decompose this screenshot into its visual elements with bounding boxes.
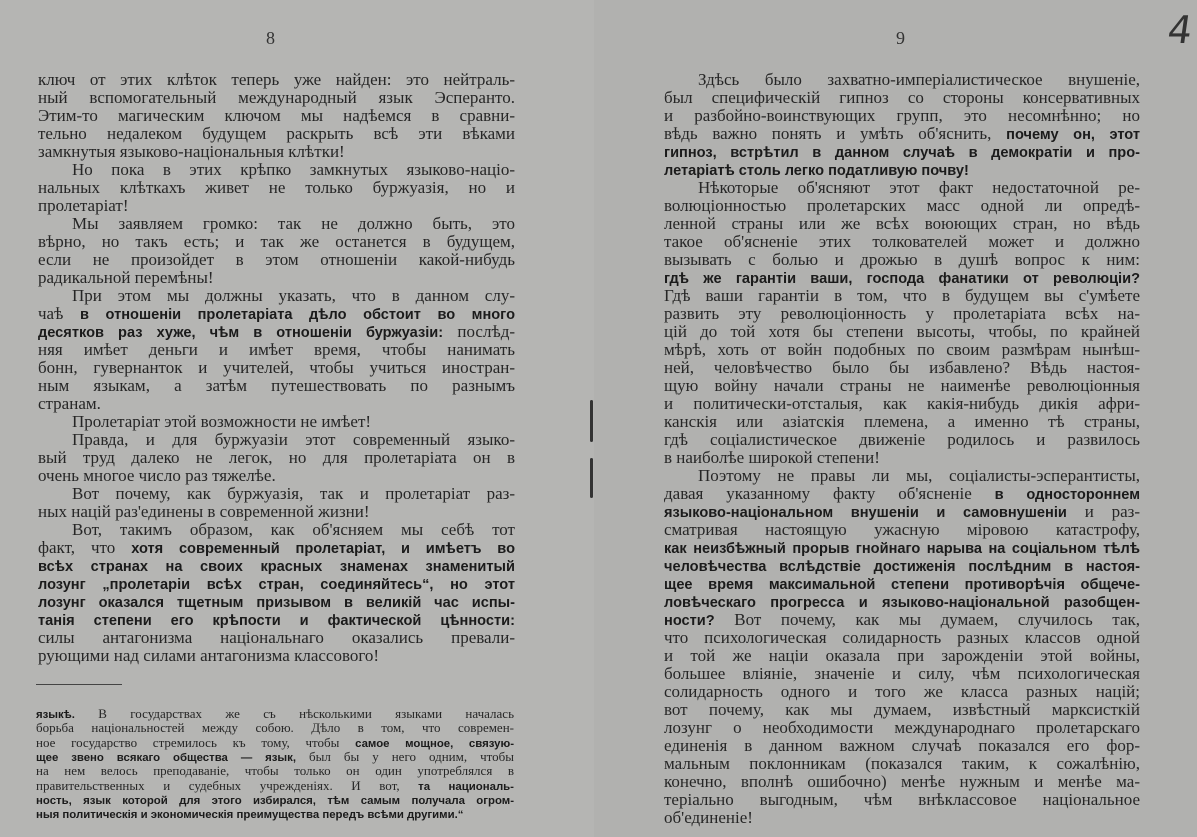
text-line xyxy=(664,755,1140,773)
text-line xyxy=(664,683,1140,701)
text-segment: давая указанному факту об'ясненіе xyxy=(664,484,995,503)
text-line xyxy=(38,593,515,611)
text-segment: ней, человѣчество было бы избавлено? Вѣдь настоя- xyxy=(664,358,1140,377)
text-segment: ключ от этих клѣток теперь уже найден: это нейтраль- xyxy=(38,70,515,89)
text-segment: Вот почему, как мы думаем, случилось так, xyxy=(714,610,1140,629)
text-line xyxy=(664,233,1140,251)
text-line xyxy=(664,89,1140,107)
text-line xyxy=(38,215,515,233)
text-line xyxy=(38,503,515,521)
text-line xyxy=(664,107,1140,125)
bold-text-segment: хотя современный пролетаріат, и имѣетъ во xyxy=(131,541,515,557)
text-segment: Вот почему, как буржуазія, так и пролетаріат раз- xyxy=(72,484,515,503)
text-line xyxy=(36,750,514,764)
text-line xyxy=(36,764,514,778)
text-line xyxy=(38,161,515,179)
text-line xyxy=(38,143,515,161)
handwritten-page-mark: 4 xyxy=(1164,8,1196,52)
text-line xyxy=(664,647,1140,665)
text-line xyxy=(664,791,1140,809)
bold-text-segment: летаріатѣ столь легко податливую почву! xyxy=(664,163,969,179)
text-segment: волюціонностью пролетарских масс одной ли опредѣ- xyxy=(664,196,1140,215)
text-segment: В государствах же съ нѣсколькими языками началась xyxy=(74,706,514,721)
text-line xyxy=(38,107,515,125)
text-segment: теріально выгодным, чѣм внѣклассовое національное xyxy=(664,790,1140,809)
bold-text-segment: языково-національном внушеніи и самовнушеніи xyxy=(664,505,1067,521)
text-line xyxy=(38,179,515,197)
text-segment: вѣдь важно понять и умѣть об'яснить, xyxy=(664,124,1007,143)
text-segment: вызывать с болью и дрожью в душѣ вопрос к ним: xyxy=(664,250,1140,269)
text-line xyxy=(664,593,1140,611)
text-segment: вѣрно, но такъ есть; и так же останется в будущем, xyxy=(38,232,515,251)
text-segment: Нѣкоторые об'ясняют этот факт недостаточной ре- xyxy=(698,178,1140,197)
text-line xyxy=(38,449,515,467)
text-segment: Гдѣ ваши гарантіи в том, что в будущем вы с'умѣете xyxy=(664,286,1140,305)
text-line xyxy=(38,233,515,251)
text-segment: тельно недалеком будущем раскрыть всѣ эти вѣками xyxy=(38,124,515,143)
text-line xyxy=(38,71,515,89)
binding-mark xyxy=(590,400,593,442)
text-segment: факт, что xyxy=(38,538,132,557)
text-segment: лозунг о необходимости международнаго пролетарскаго xyxy=(664,718,1140,737)
text-segment: пролетаріат! xyxy=(38,196,129,215)
text-segment: конечно, вполнѣ ошибочно) менѣе нужным и менѣе ма- xyxy=(664,772,1140,791)
text-line xyxy=(664,503,1140,521)
text-line xyxy=(664,413,1140,431)
text-segment: мальным поклонникам (показался таким, к сожалѣнію, xyxy=(664,754,1140,773)
text-segment: солидарность одного и того же класса разных націй; xyxy=(664,682,1140,701)
text-line xyxy=(664,539,1140,557)
text-line xyxy=(36,721,514,735)
text-line xyxy=(38,197,515,215)
text-segment: такое об'ясненіе этих толкователей может и должно xyxy=(664,232,1140,251)
text-segment: ный вспомогательный международный язык Эсперанто. xyxy=(38,88,515,107)
footnote-divider xyxy=(36,684,122,685)
text-line xyxy=(664,143,1140,161)
page-number: 9 xyxy=(896,28,905,48)
bold-text-segment: всѣх странах на своих красных знаменах знаменитый xyxy=(38,559,515,575)
text-segment: чаѣ xyxy=(38,304,81,323)
bold-text-segment: та националь- xyxy=(418,780,514,793)
text-segment: гдѣ соціалистическое движеніе родилось и развилось xyxy=(664,430,1140,449)
text-line xyxy=(36,779,514,793)
text-line xyxy=(664,179,1140,197)
text-segment: развить эту революціонность у пролетаріата всѣх на- xyxy=(664,304,1140,323)
text-line xyxy=(664,449,1140,467)
bold-text-segment: щее время максимальной степени противорѣчія общече- xyxy=(664,577,1140,593)
text-segment: нальных клѣткахъ живет не только буржуазія, но и xyxy=(38,178,515,197)
text-line xyxy=(38,629,515,647)
text-line xyxy=(664,467,1140,485)
text-line xyxy=(664,773,1140,791)
text-segment: единенія в данном важном случаѣ показался его фор- xyxy=(664,736,1140,755)
text-segment: вый труд далеко не легок, но для пролетаріата он в xyxy=(38,448,515,467)
text-segment: на нем велось преподаваніе, чтобы только он один употреблялся в xyxy=(36,763,514,779)
text-segment: и раз- xyxy=(1066,502,1140,521)
text-segment: большее вліяніе, значеніе и силу, чѣм психологическая xyxy=(664,664,1140,683)
bold-text-segment: танія степени его крѣпости и фактической цѣнности: xyxy=(38,613,515,629)
bold-text-segment: гдѣ же гарантіи ваши, господа фанатики от революціи? xyxy=(664,271,1140,287)
text-segment: если не произойдет в этом отношеніи какой-нибудь xyxy=(38,250,515,269)
bold-text-segment: в отношеніи пролетаріата дѣло обстоит во много xyxy=(80,307,515,323)
text-segment: мѣрѣ, хоть от войн подобных по своим размѣрам нынѣш- xyxy=(664,340,1140,359)
text-segment: замкнутыя языково-національныя клѣтки! xyxy=(38,142,345,161)
text-line xyxy=(664,557,1140,575)
text-segment: Здѣсь было захватно-имперіалистическое внушеніе, xyxy=(698,70,1140,89)
text-line xyxy=(664,665,1140,683)
footnote xyxy=(36,707,514,827)
bold-text-segment: почему он, этот xyxy=(1006,127,1140,143)
text-line xyxy=(38,521,515,539)
text-segment: вот почему, как мы думаем, извѣстный марксисткій xyxy=(664,700,1140,719)
right-page xyxy=(594,0,1197,837)
text-line xyxy=(38,413,515,431)
text-line xyxy=(664,701,1140,719)
text-line xyxy=(38,305,515,323)
text-segment: ных націй раз'единены в современной жизни! xyxy=(38,502,370,521)
text-line xyxy=(664,323,1140,341)
text-segment: щую войну начали страны не наименѣе революціонныя xyxy=(664,376,1140,395)
text-line xyxy=(38,539,515,557)
text-segment: няя имѣет деньги и имѣет время, чтобы нанимать xyxy=(38,340,515,359)
bold-text-segment: в одностороннем xyxy=(994,487,1141,503)
text-line xyxy=(38,467,515,485)
text-line xyxy=(38,89,515,107)
text-segment: Поэтому не правы ли мы, соціалисты-эсперантисты, xyxy=(698,466,1140,485)
text-line xyxy=(664,611,1140,629)
text-line xyxy=(38,269,515,287)
text-line xyxy=(664,269,1140,287)
text-line xyxy=(664,305,1140,323)
bold-text-segment: лозунг оказался тщетным призывом в великій час испы- xyxy=(38,595,515,611)
text-segment: ленной страны или же всѣх воюющих стран, но вѣдь xyxy=(664,214,1140,233)
text-line xyxy=(664,377,1140,395)
text-segment: ное государство стремилось къ тому, чтобы xyxy=(36,734,356,750)
text-line xyxy=(664,341,1140,359)
text-segment: об'единеніе! xyxy=(664,808,753,827)
text-line xyxy=(664,485,1140,503)
text-line xyxy=(38,377,515,395)
text-line xyxy=(38,251,515,269)
text-segment: цій до той хотя бы степени высоты, чтобы, по крайней xyxy=(664,322,1140,341)
text-segment: сматривая настоящую ужасную міровою катастрофу, xyxy=(664,520,1140,539)
text-line xyxy=(664,287,1140,305)
text-line xyxy=(664,215,1140,233)
bold-text-segment: лозунг „пролетаріи всѣх стран, соединяйтесь“, но этот xyxy=(38,577,515,593)
text-line xyxy=(38,557,515,575)
text-segment: Вот, такимъ образом, как об'ясняем мы себѣ тот xyxy=(72,520,515,539)
left-page xyxy=(0,0,594,837)
text-line xyxy=(664,629,1140,647)
bold-text-segment: человѣчества вслѣдствіе достиженія послѣдним в настоя- xyxy=(664,559,1140,575)
page-number: 8 xyxy=(266,28,275,48)
text-line xyxy=(664,719,1140,737)
text-segment: и той же націи оказала при зарожденіи этой войны, xyxy=(664,646,1140,665)
bold-text-segment: гипноз, встрѣтил в данном случаѣ в демократіи и про- xyxy=(664,145,1140,161)
text-line xyxy=(664,431,1140,449)
text-segment: Мы заявляем громко: так не должно быть, это xyxy=(72,214,515,233)
text-segment: При этом мы должны указать, что в данном слу- xyxy=(72,286,515,305)
text-line xyxy=(664,809,1140,827)
text-line xyxy=(664,395,1140,413)
text-line xyxy=(664,359,1140,377)
text-segment: и политически-отсталыя, как какія-нибудь дикія афри- xyxy=(664,394,1140,413)
bold-text-segment: самое мощное, связую- xyxy=(355,737,514,750)
text-line xyxy=(664,737,1140,755)
text-line xyxy=(38,341,515,359)
text-segment: силы антагонизма національнаго оказались превали- xyxy=(38,628,515,647)
left-page-body-text xyxy=(38,71,515,671)
binding-mark xyxy=(590,458,593,498)
text-segment: был специфическій гипноз со стороны консервативных xyxy=(664,88,1140,107)
text-line xyxy=(38,647,515,665)
bold-text-segment: языкѣ. xyxy=(36,709,75,721)
bold-text-segment: ность, язык которой для этого избирался, тѣм самым получала огром- xyxy=(36,794,514,807)
text-line xyxy=(36,707,514,721)
text-line xyxy=(664,521,1140,539)
text-line xyxy=(664,575,1140,593)
text-line xyxy=(38,611,515,629)
text-segment: канскія или азіатскія племена, а именно тѣ страны, xyxy=(664,412,1140,431)
text-segment: и разбойно-воинствующих групп, это несомнѣнно; но xyxy=(664,106,1140,125)
text-line xyxy=(664,71,1140,89)
text-segment: Правда, и для буржуазіи этот современный языко- xyxy=(72,430,515,449)
bold-text-segment: десятков раз хуже, чѣм в отношеніи буржуазіи: xyxy=(38,325,444,341)
bold-text-segment: ности? xyxy=(664,613,715,629)
text-line xyxy=(38,575,515,593)
text-line xyxy=(38,395,515,413)
text-segment: Пролетаріат этой возможности не имѣет! xyxy=(72,412,372,431)
text-line xyxy=(38,287,515,305)
right-page-body-text xyxy=(664,71,1140,831)
text-segment: правительственных и судебных учрежденіях. И вот, xyxy=(36,777,419,793)
text-segment: странам. xyxy=(38,394,101,413)
text-line xyxy=(664,251,1140,269)
text-segment: борьба національностей между собою. Дѣло в том, что современ- xyxy=(36,720,514,736)
text-segment: был бы у него одним, чтобы xyxy=(296,748,514,764)
text-segment: в наиболѣе широкой степени! xyxy=(664,448,880,467)
text-segment: Но пока в этих крѣпко замкнутых языково-націо- xyxy=(72,160,515,179)
text-line xyxy=(38,125,515,143)
text-line xyxy=(664,161,1140,179)
text-line xyxy=(38,323,515,341)
bold-text-segment: ловѣческаго прогресса и языково-національной разобщен- xyxy=(664,595,1140,611)
text-line xyxy=(36,736,514,750)
text-segment: что психологическая солидарность разных классов одной xyxy=(664,628,1140,647)
text-segment: ным языкам, а затѣм путешествовать по разнымъ xyxy=(38,376,515,395)
text-line xyxy=(36,793,514,807)
bold-text-segment: ныя политическія и экономическія преимущества передъ всѣми другими.“ xyxy=(36,809,464,822)
text-line xyxy=(36,807,514,821)
text-segment: очень многое число раз тяжелѣе. xyxy=(38,466,276,485)
bold-text-segment: щее звено всякаго общества — язык, xyxy=(36,751,297,764)
text-segment: бонн, гувернанток и учителей, чтобы учиться иностран- xyxy=(38,358,515,377)
text-segment: радикальной перемѣны! xyxy=(38,268,214,287)
text-line xyxy=(38,431,515,449)
text-segment: послѣд- xyxy=(443,322,516,341)
bold-text-segment: как неизбѣжный прорыв гнойнаго нарыва на соціальном тѣлѣ xyxy=(664,541,1140,557)
text-line xyxy=(664,125,1140,143)
text-line xyxy=(38,359,515,377)
text-line xyxy=(38,485,515,503)
text-segment: рующими над силами антагонизма классового! xyxy=(38,646,380,665)
text-line xyxy=(664,197,1140,215)
text-segment: Этим-то магическим ключом мы надѣемся в сравни- xyxy=(38,106,515,125)
